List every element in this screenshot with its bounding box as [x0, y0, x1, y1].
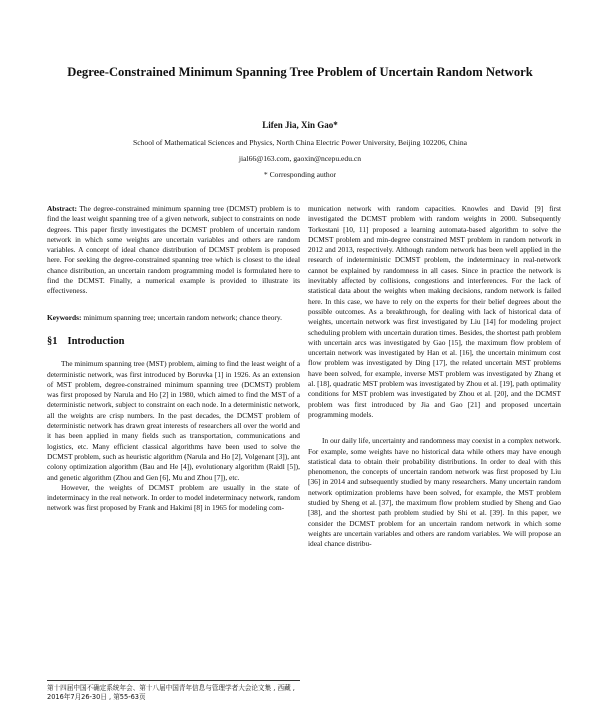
intro-paragraph-1: The minimum spanning tree (MST) problem, aiming to find the least weight of a deterministic network, was first introduced by Boruvka [1] in 1926. As an extension of MST problem, degree-constrained minimum spanning tree (DCMST) problem was first proposed by Narula and Ho [2] in 1980, which aimed to find the MST of a deterministic network, subject to constraint on each node. In a deterministic network, all the weights are crisp numbers. In the past decades, the DCMST problem of deterministic network has drawn great interests of researchers all over the world and it has been applied in many fields such as transportation, communications and logistics, etc. Many efficient classical algorithms have been used to solve the DCMST problem, such as heuristic algorithm (Narula and Ho [2], Volgenant [3]), ant colony optimization algorithm (Bau and He [4]), evolutionary algorithm (Raidl [5]), and genetic algorithm (Zhou and Gen [6], Mu and Zhou [7]), etc. [47, 359, 300, 482]
intro-paragraph-3: munication network with random capacities. Knowles and David [9] first investigated the DCMST problem with random weights in 2000. Subsequently Torkestani [10, 11] proposed a learning automata-based algorithm to solve the DCMST problem and min-degree constrained MST problem in random network in 2012 and 2013, respectively. Although random network has been well applied in the research of indeterministic DCMST problem, the indeterminacy in real-network cannot be explained by randomness in all cases. Since in practice the network is inevitably affected by collisions, congestions and interferences. For the lack of statistical data about the weights when making decisions, random network is failed here. In this case, we have to rely on the experts for their belief degrees about the possible outcomes. As a breakthrough, for dealing with lack of historical data of weights, uncertain network was first investigated by Liu [14] for modeling project scheduling problem with uncertain duration times. Besides, the shortest path problem with uncertain arcs was investigated by Gao [15], the maximum flow problem of uncertain network was investigated by Han et al. [16], the uncertain minimum cost flow problem was investigated by Ding [17], the related uncertain MST problems have been solved, for example, inverse MST problem was investigated by Zhang et al. [18], quadratic MST problem was investigated by Zhou et al. [19], path optimality conditions for MST problem was investigated by Zhou et al. [20], and the DCMST problem was first introduced by Jia and Gao [21] and proposed uncertain programming models. [308, 204, 561, 419]
intro-paragraph-4: In our daily life, uncertainty and randomness may coexist in a complex network. For example, some weights have no historical data while others may have enough statistical data to obtain their probability distributions. In order to deal with this phenomenon, the concepts of uncertain random network was first proposed by Liu [36] in 2014 and subsequently studied by many researchers. Many uncertain random network optimization problems have been solved, for example, the MST problem studied by Sheng et al. [37], the maximum flow problem studied by Sheng and Gao [38], and the shortest path problem studied by Shi et al. [39]. In this paper, we consider the DCMST problem for an uncertain random network in which some weights are uncertain variables and others are random variables. We will propose an ideal chance distribu- [308, 436, 561, 549]
corresponding-author-note: * Corresponding author [263, 170, 337, 179]
left-column [47, 204, 300, 514]
abstract-label: Abstract: [47, 204, 77, 213]
abstract-text: The degree-constrained minimum spanning tree (DCMST) problem is to find the least weight spanning tree of a given network, subject to constraints on node degrees. This paper firstly investigates the DCMST problem of uncertain random network in which some weights are uncertain variables and others are random variables. A concept of ideal chance distribution of DCMST problem is proposed here. For seeking the degree-constrained spanning tree which is closest to the ideal chance distribution, an uncertain random programming model is formulated here to find the DCMST. Finally, a numerical example is provided to illustrate its effectiveness. [47, 204, 300, 296]
abstract [47, 204, 300, 297]
paper-authors: Lifen Jia, Xin Gao* [262, 120, 338, 130]
keywords-label: Keywords: [47, 312, 82, 322]
section-number: §1 [47, 335, 58, 347]
author-affiliation: School of Mathematical Sciences and Physics, North China Electric Power University, Beijing 102206, China [133, 138, 467, 147]
footnote: 第十四届中国不确定系统年会、第十八届中国青年信息与管理学者大会论文集 , 西藏 , 2016年7月26-30日 , 第55-63页 [47, 680, 300, 702]
paper-title: Degree-Constrained Minimum Spanning Tree Problem of Uncertain Random Network [67, 65, 533, 79]
intro-paragraph-2: However, the weights of DCMST problem are usually in the state of indeterminacy in the real network. In order to model indeterminacy network, random network was first proposed by Frank and Hakimi [8] in 1965 for modeling com- [47, 482, 300, 513]
section-title: Introduction [67, 335, 125, 347]
author-emails: jial66@163.com, gaoxin@ncepu.edu.cn [238, 154, 362, 163]
section-heading-introduction [47, 337, 300, 347]
keywords [47, 313, 300, 323]
keywords-text: minimum spanning tree; uncertain random network; chance theory. [83, 312, 282, 322]
right-column [308, 204, 561, 550]
